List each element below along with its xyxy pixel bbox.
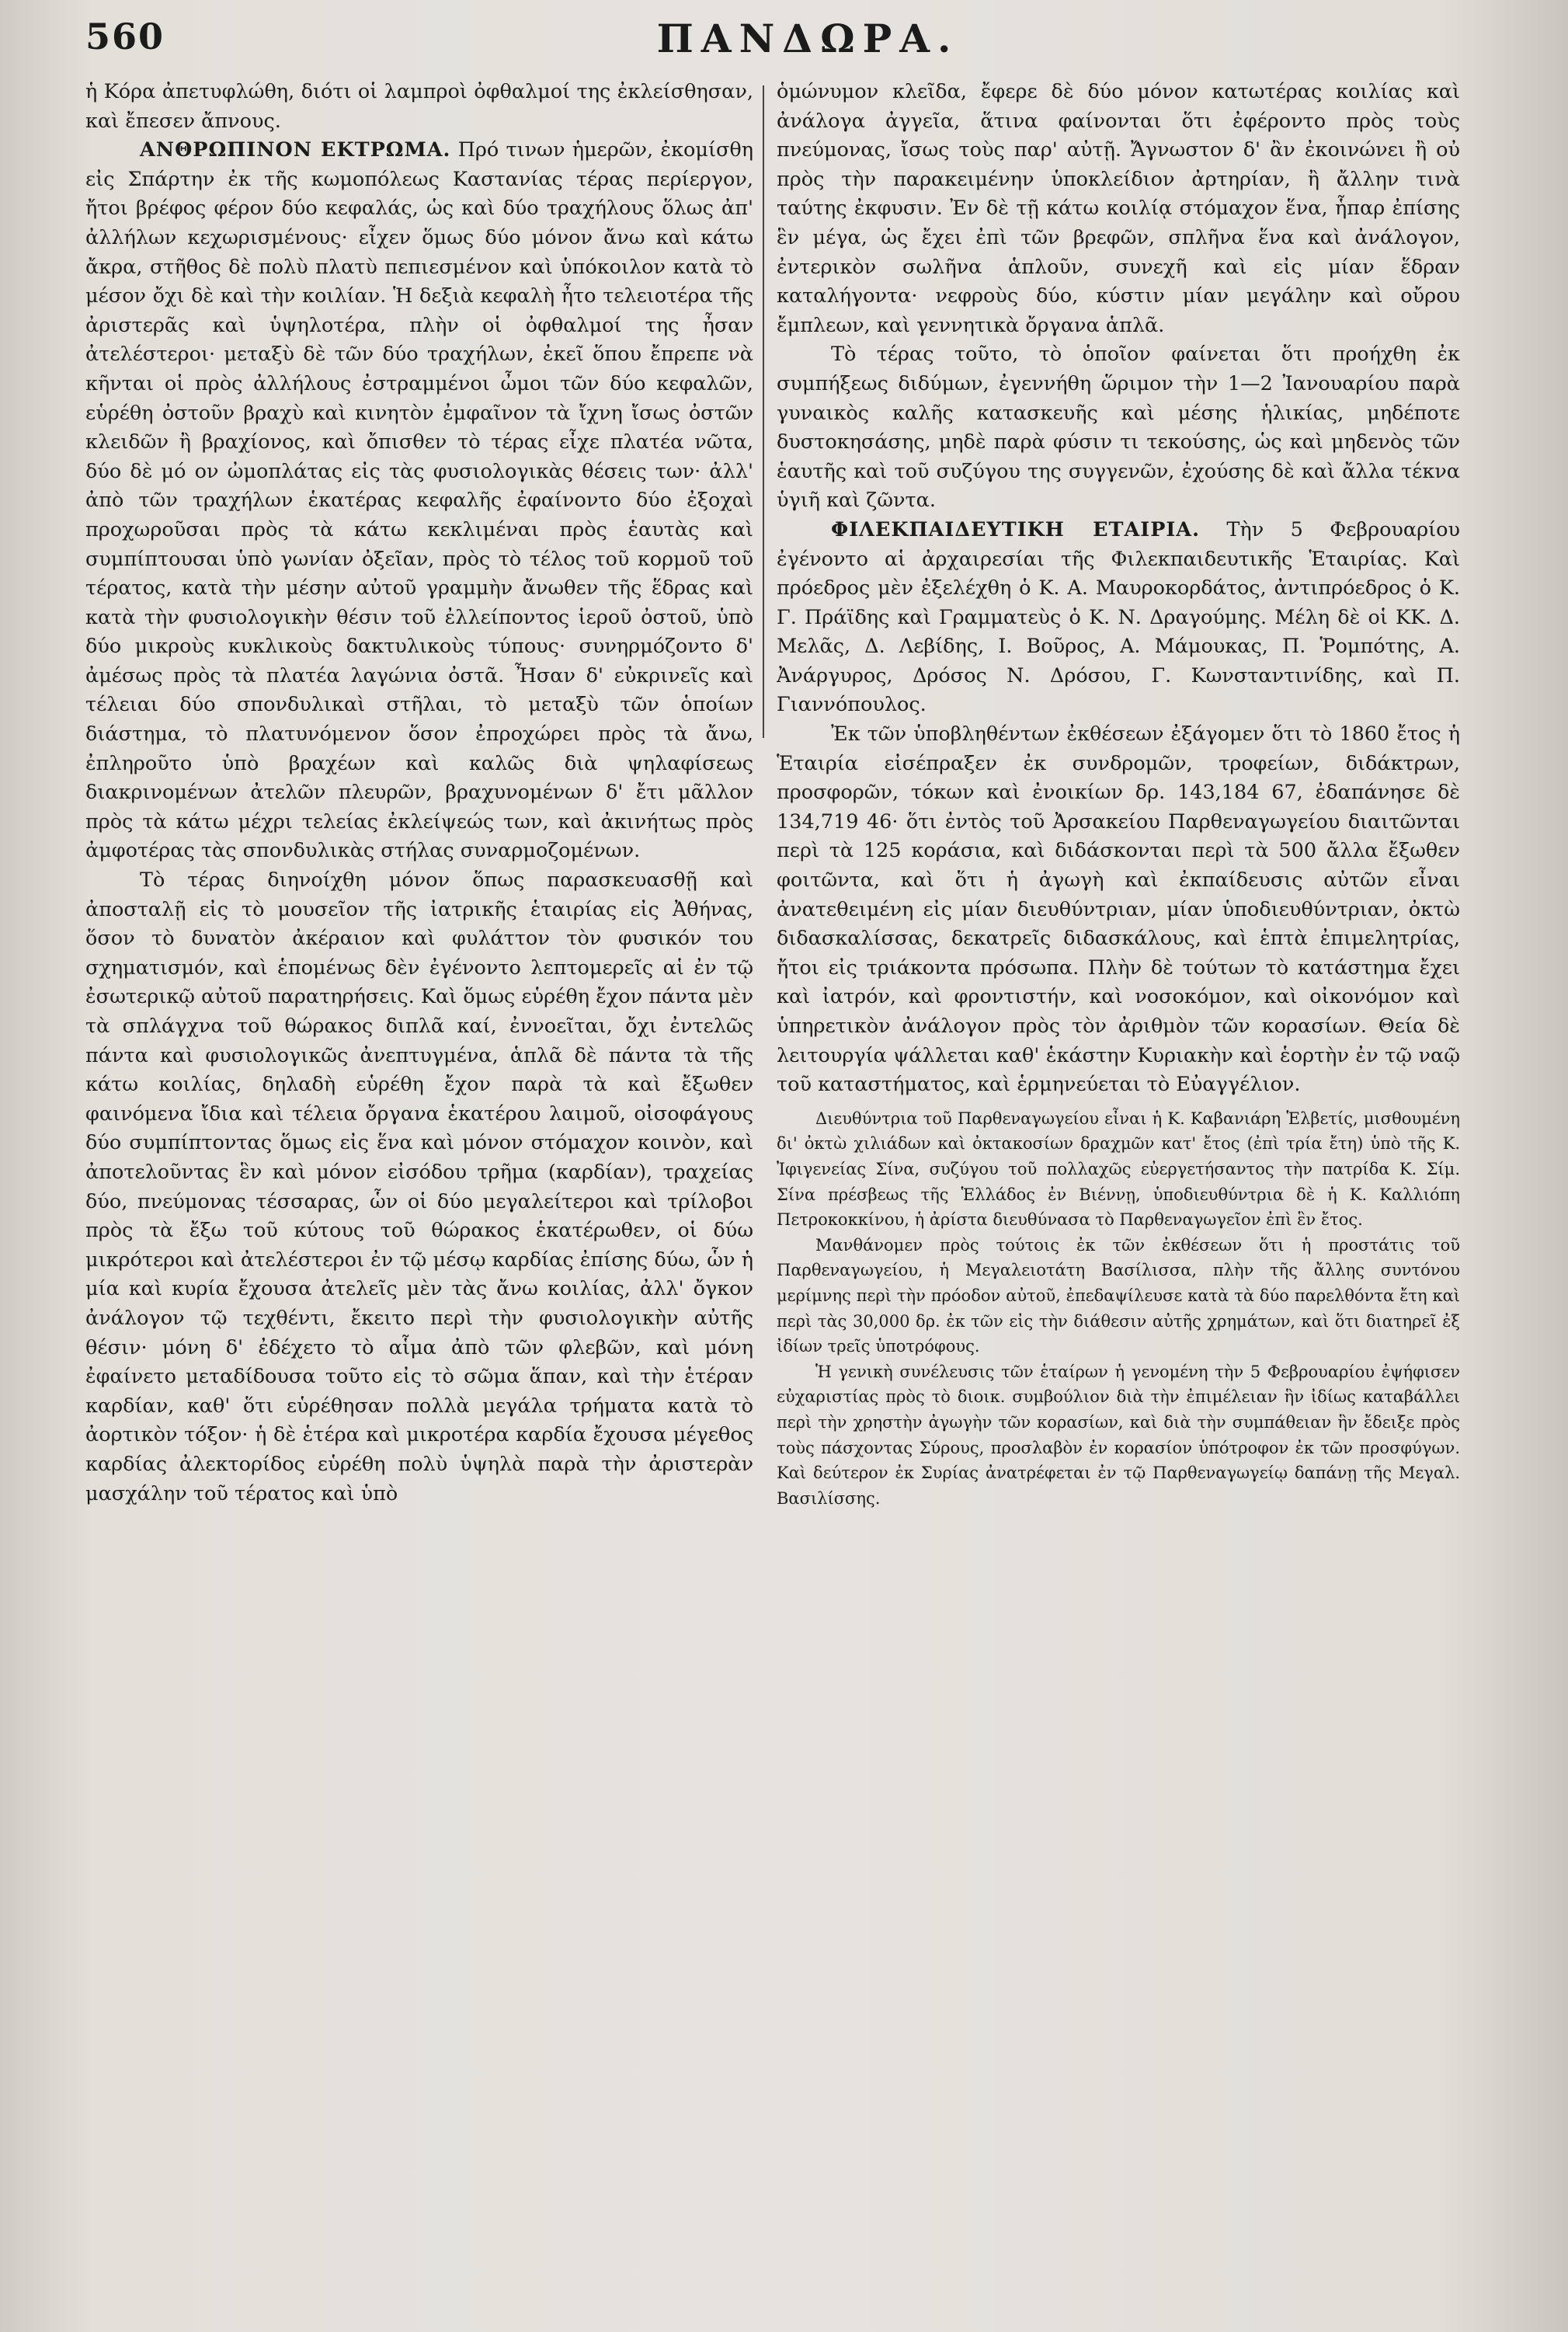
article-heading: ΑΝΘΡΩΠΙΝΟΝ ΕΚΤΡΩΜΑ. [140,138,451,162]
right-column [777,78,1460,2315]
right-paragraph: Τὸ τέρας τοῦτο, τὸ ὁποῖον φαίνεται ὅτι προήχθη ἐκ συμπήξεως διδύμων, ἐγεννήθη ὥριμον τὴν 1—2 Ἰανουαρίου παρὰ γυναικὸς καλῆς κατασκευῆς καὶ μέσης ἡλικίας, μηδέποτε δυστοκησάσης, μηδὲ παρὰ φύσιν τι τεκούσης, ὡς καὶ μηδενὸς τῶν ἑαυτῆς καὶ τοῦ συζύγου της συγγενῶν, ἐχούσης δὲ καὶ ἄλλα τέκνα ὑγιῆ καὶ ζῶντα. [777,343,1460,513]
page-number: 560 [85,16,165,57]
left-column [85,78,753,2315]
left-paragraph-continuation: ἡ Κόρα ἀπετυφλώθη, διότι οἱ λαμπροὶ ὀφθαλμοί της ἐκλείσθησαν, καὶ ἔπεσεν ἄπνους. [85,80,753,133]
running-title: ΠΑΝΔΩΡΑ. [656,16,959,61]
small-paragraph: Ἡ γενικὴ συνέλευσις τῶν ἑταίρων ἡ γενομένη τὴν 5 Φεβρουαρίου ἐψήφισεν εὐχαριστίας πρὸς τὸ διοικ. συμβούλιον διὰ τὴν ἐπιμέλειαν ἣν ἰδίως καταβάλλει περὶ τὴν χρηστὴν ἀγωγὴν τῶν κορασίων, καὶ διὰ τὴν συμπάθειαν ἣν ἔδειξε πρὸς τοὺς πάσχοντας Σύρους, προσλαβὸν ἐν κορασίον ὑπότροφον ἐκ τῶν προσφύγων. Καὶ δεύτερον ἐκ Συρίας ἀνατρέφεται ἐν τῷ Παρθεναγωγείῳ δαπάνῃ τῆς Μεγαλ. Βασιλίσσης. [777,1362,1460,1508]
small-print-notes [777,1106,1460,1512]
article-text: Τὴν 5 Φεβρουαρίου ἐγένοντο αἱ ἀρχαιρεσίαι τῆς Φιλεκπαιδευτικῆς Ἑταιρίας. Καὶ πρόεδρος μὲν ἐξελέχθη ὁ Κ. Α. Μαυροκορδάτος, ἀντιπρόεδρος ὁ Κ. Γ. Πράϊδης καὶ Γραμματεὺς ὁ Κ. Ν. Δραγούμης. Μέλη δὲ οἱ ΚΚ. Δ. Μελᾶς, Δ. Λεβίδης, Ι. Βοῦρος, Α. Μάμουκας, Π. Ῥομπότης, Α. Ἀνάργυρος, Δρόσος Ν. Δρόσου, Γ. Κωνσταντινίδης, καὶ Π. Γιαννόπουλος. [777,517,1460,717]
right-paragraph-continuation: ὁμώνυμον κλεῖδα, ἔφερε δὲ δύο μόνον κατωτέρας κοιλίας καὶ ἀνάλογα ἀγγεῖα, ἅτινα φαίνονται ὅτι ἐφέροντο πρὸς τοὺς πνεύμονας, ἴσως τοὺς παρ' αὐτῇ. Ἄγνωστον δ' ἂν ἐκοινώνει ἢ οὐ πρὸς τὴν παρακειμένην ὑποκλείδιον ἀρτηρίαν, ἢ ἄλλην τινὰ ταύτης ἐκφυσιν. Ἐν δὲ τῇ κάτω κοιλίᾳ στόμαχον ἕνα, ἧπαρ ἐπίσης ἓν μέγα, ὡς ἔχει ἐπὶ τῶν βρεφῶν, σπλῆνα ἕνα καὶ ἀνάλογον, ἐντερικὸν σωλῆνα ἁπλοῦν, συνεχῆ καὶ εἰς μίαν ἕδραν καταλήγοντα· νεφροὺς δύο, κύστιν μίαν μεγάλην καὶ οὔρου ἔμπλεων, καὶ γεννητικὰ ὄργανα ἁπλᾶ. [777,80,1460,337]
small-paragraph: Μανθάνομεν πρὸς τούτοις ἐκ τῶν ἐκθέσεων ὅτι ἡ προστάτις τοῦ Παρθεναγωγείου, ἡ Μεγαλειοτάτη Βασίλισσα, πλὴν τῆς ἄλλης συντόνου μερίμνης περὶ τὴν πρόοδον αὐτοῦ, ἐπεδαψίλευσε κατὰ τὰ δύο παρελθόντα ἔτη καὶ περὶ τὰς 30,000 δρ. ἐκ τῶν εἰς τὴν διάθεσιν αὐτῆς χρημάτων, καὶ ὅτι διατηρεῖ ἐξ ἰδίων τρεῖς ὑποτρόφους. [777,1235,1460,1356]
article-heading: ΦΙΛΕΚΠΑΙΔΕΥΤΙΚΗ ΕΤΑΙΡΙΑ. [831,517,1200,541]
page-header [85,16,1530,71]
article-philekpaideftiki [777,516,1460,720]
left-paragraph: Τὸ τέρας διηνοίχθη μόνον ὅπως παρασκευασθῇ καὶ ἀποσταλῇ εἰς τὸ μουσεῖον τῆς ἰατρικῆς ἑταιρίας εἰς Ἀθήνας, ὅσον τὸ δυνατὸν ἀκέραιον καὶ φυλάττον τὸν φυσικόν του σχηματισμόν, καὶ ἑπομένως δὲν ἐγένοντο λεπτομερεῖς αἱ ἐν τῷ ἐσωτερικῷ αὐτοῦ παρατηρήσεις. Καὶ ὅμως εὑρέθη ἔχον πάντα μὲν τὰ σπλάγχνα τοῦ θώρακος διπλᾶ καί, ἐννοεῖται, ὄχι ἐντελῶς πάντα καὶ φυσιολογικῶς ἀνεπτυγμένα, ἁπλᾶ δὲ πάντα τὰ τῆς κάτω κοιλίας, δηλαδὴ εὑρέθη ἔχον παρὰ τὰ καὶ ἔξωθεν φαινόμενα ἴδια καὶ τέλεια ὄργανα ἑκατέρου λαιμοῦ, οἰσοφάγους δύο συμπίπτοντας ὅμως εἰς ἕνα καὶ μόνον στόμαχον κοινὸν, καὶ ἀποτελοῦντας ἓν καὶ μόνον εἰσόδου τρῆμα (καρδίαν), τραχείας δύο, πνεύμονας τέσσαρας, ὧν οἱ δύο μεγαλείτεροι καὶ τρίλοβοι πρὸς τὰ ἔξω τοῦ κύτους τοῦ θώρακος ἑκατέρωθεν, οἱ δύω μικρότεροι καὶ ἀτελέστεροι ἐν τῷ μέσῳ καρδίας ἐπίσης δύω, ὧν ἡ μία καὶ κυρία ἔχουσα ἀτελεῖς μὲν τὰς ἄνω κοιλίας, ἀλλ' ὄγκον ἀνάλογον τῷ τεχθέντι, ἔκειτο περὶ τὴν φυσιολογικὴν αὐτῆς θέσιν· μόνη δ' ἐδέχετο τὸ αἷμα ἀπὸ τῶν φλεβῶν, καὶ μόνη ἐφαίνετο μεταδίδουσα τοῦτο εἰς τὸ σῶμα ἅπαν, καὶ τὴν ἑτέραν καρδίαν, καθ' ὅτι εὑρέθησαν πολλὰ μεγάλα τρήματα κατὰ τὸ ἀορτικὸν τόξον· ἡ δὲ ἑτέρα καὶ μικροτέρα καρδία ἔχουσα μέγεθος καρδίας ἀλεκτορίδος εὑρέθη πολὺ ὑψηλὰ παρὰ τὴν ἀριστερὰν μασχάλην τοῦ τέρατος καὶ ὑπὸ [85,868,753,1505]
article-human-monster [85,136,753,866]
column-divider [763,85,764,738]
article-text: Πρό τινων ἡμερῶν, ἐκομίσθη εἰς Σπάρτην ἐκ τῆς κωμοπόλεως Καστανίας τέρας περίεργον, ἤτοι βρέφος φέρον δύο κεφαλάς, ὡς καὶ δύο τραχήλους ὅλως ἀπ' ἀλλήλων κεχωρισμένους· εἶχεν ὅμως δύο μόνον ἄνω καὶ κάτω ἄκρα, στῆθος δὲ πολὺ πλατὺ πεπιεσμένον καὶ ὑπόκοιλον κατὰ τὸ μέσον ὄχι δὲ καὶ τὴν κοιλίαν. Ἡ δεξιὰ κεφαλὴ ἦτο τελειοτέρα τῆς ἀριστερᾶς καὶ ὑψηλοτέρα, πλὴν οἱ ὀφθαλμοί της ἦσαν ἀτελέστεροι· μεταξὺ δὲ τῶν δύο τραχήλων, ἐκεῖ ὅπου ἔπρεπε νὰ κῆνται οἱ πρὸς ἀλλήλους ἐστραμμένοι ὦμοι τῶν δύο κεφαλῶν, εὑρέθη ὀστοῦν βραχὺ καὶ κινητὸν ἐμφαῖνον τὰ ἴχνη ἴσως ὀστῶν κλειδῶν ἢ βραχίονος, καὶ ὄπισθεν τὸ τέρας εἶχε πλατέα νῶτα, δύο δὲ μό ον ὠμοπλάτας εἰς τὰς φυσιολογικὰς θέσεις των· ἀλλ' ἀπὸ τῶν τραχήλων ἑκατέρας κεφαλῆς ἐφαίνοντο δύο ἐξοχαὶ προχωροῦσαι πρὸς τὰ κάτω κεκλιμέναι πρὸς ἑαυτὰς καὶ συμπίπτουσαι ὑπὸ γωνίαν ὀξεῖαν, πρὸς τὸ τέλος τοῦ κορμοῦ τοῦ τέρατος, κατὰ τὴν μέσην αὐτοῦ γραμμὴν ἄνωθεν τῆς ἕδρας καὶ κατὰ τὴν φυσιολογικὴν θέσιν τοῦ ἐλλείποντος ἱεροῦ ὀστοῦ, ὑπὸ δύο μικροὺς κυκλικοὺς δακτυλικοὺς τύπους· συνηρμόζοντο δ' ἀμέσως πρὸς τὰ πλατέα λαγώνια ὀστᾶ. Ἦσαν δ' εὐκρινεῖς καὶ τέλειαι δύο σπονδυλικαὶ στῆλαι, τὸ μεταξὺ τῶν ὁποίων διάστημα, τὸ πλατυνόμενον ὅσον ἐπροχώρει πρὸς τὰ ἄνω, ἐπληροῦτο ὑπὸ βραχέων καὶ καλῶς διὰ ψηλαφίσεως διακρινομένων ἀτελῶν πλευρῶν, βραχυνομένων δ' ἔτι μᾶλλον πρὸς τὰ κάτω μέχρι τελείας ἐκλείψεώς των, καὶ ἀκινήτως πρὸς ἀμφοτέρας τὰς σπονδυλικὰς στήλας συναρμοζομένων. [85,138,753,863]
right-paragraph: Ἐκ τῶν ὑποβληθέντων ἐκθέσεων ἐξάγομεν ὅτι τὸ 1860 ἔτος ἡ Ἑταιρία εἰσέπραξεν ἐκ συνδρομῶν, τροφείων, διδάκτρων, προσφορῶν, τόκων καὶ ἐνοικίων δρ. 143,184 67, ἐδαπάνησε δὲ 134,719 46· ὅτι ἐντὸς τοῦ Ἀρσακείου Παρθεναγωγείου διαιτῶνται περὶ τὰ 125 κοράσια, καὶ διδάσκονται περὶ τὰ 500 ἄλλα ἔξωθεν φοιτῶντα, καὶ ὅτι ἡ ἀγωγὴ καὶ ἐκπαίδευσις αὐτῶν εἶναι ἀνατεθειμένη εἰς μίαν διευθύντριαν, μίαν ὑποδιευθύντριαν, ὀκτὼ διδασκαλίσσας, δεκατρεῖς διδασκάλους, καὶ ἑπτὰ ἐπιμελητρίας, ἤτοι εἰς τριάκοντα πρόσωπα. Πλὴν δὲ τούτων τὸ κατάστημα ἔχει καὶ ἰατρόν, καὶ φροντιστήν, καὶ νοσοκόμον, καὶ οἰκονόμον καὶ ὑπηρετικὸν ἀνάλογον πρὸς τὸν ἀριθμὸν τῶν κορασίων. Θεία δὲ λειτουργία ψάλλεται καθ' ἑκάστην Κυριακὴν καὶ ἑορτὴν ἐν τῷ ναῷ τοῦ καταστήματος, καὶ ἑρμηνεύεται τὸ Εὐαγγέλιον. [777,722,1460,1097]
small-paragraph: Διευθύντρια τοῦ Παρθεναγωγείου εἶναι ἡ Κ. Καβανιάρη Ἑλβετίς, μισθουμένη δι' ὀκτὼ χιλιάδων καὶ ὀκτακοσίων δραχμῶν κατ' ἔτος (ἐπὶ τρία ἔτη) ὑπὸ τῆς Κ. Ἰφιγενείας Σίνα, συζύγου τοῦ πολλαχῶς εὐεργετήσαντος τὴν πατρίδα Κ. Σίμ. Σίνα πρέσβεως τῆς Ἑλλάδος ἐν Βιέννῃ, ὑποδιευθύντρια δὲ ἡ Κ. Καλλιόπη Πετροκοκκίνου, ἡ ἀρίστα διευθύνασα τὸ Παρθεναγωγεῖον ἐπὶ ἓν ἔτος. [777,1109,1460,1230]
